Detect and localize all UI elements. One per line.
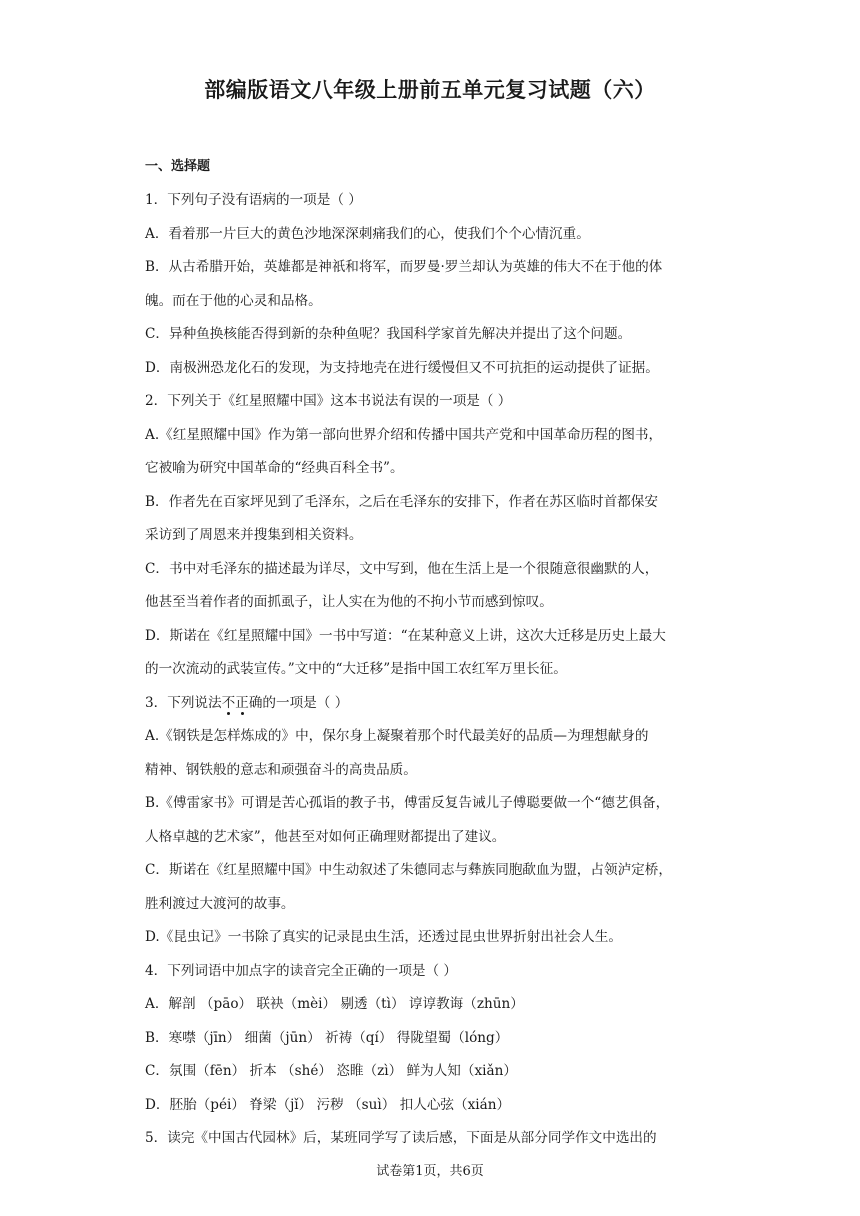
page-title: 部编版语文八年级上册前五单元复习试题（六） [204, 78, 656, 102]
option-line: 它被喻为研究中国革命的“经典百科全书”。 [145, 460, 404, 476]
question-stem: 5．读完《中国古代园林》后，某班同学写了读后感，下面是从部分同学作文中选出的 [145, 1130, 657, 1146]
option-line: 他甚至当着作者的面抓虱子，让人实在为他的不拘小节而感到惊叹。 [145, 594, 553, 610]
option-line: B．从古希腊开始，英雄都是神祇和将军，而罗曼·罗兰却认为英雄的伟大不在于他的体 [145, 259, 663, 275]
option-line: 胜利渡过大渡河的故事。 [145, 895, 295, 912]
option-line: D．胚胎（péi） 脊梁（jǐ） 污秽 （suì） 扣人心弦（xián） [145, 1096, 511, 1113]
emphasis-dot-char: 正 [235, 694, 249, 711]
option-line: C．书中对毛泽东的描述最为详尽，文中写到，他在生活上是一个很随意很幽默的人， [145, 560, 659, 577]
section-heading: 一、选择题 [145, 159, 211, 174]
option-line: C．斯诺在《红星照耀中国》中生动叙述了朱德同志与彝族同胞歃血为盟，占领泸定桥， [145, 862, 672, 878]
option-line: A.《钢铁是怎样炼成的》中，保尔身上凝聚着那个时代最美好的品质—为理想献身的 [145, 728, 649, 744]
option-line: 魄。而在于他的心灵和品格。 [145, 292, 322, 309]
option-line: D．斯诺在《红星照耀中国》一书中写道：“在某种意义上讲，这次大迁移是历史上最大 [145, 627, 666, 644]
question-stem: 4．下列词语中加点字的读音完全正确的一项是（ ） [145, 962, 458, 979]
option-line: 的一次流动的武装宣传。”文中的“大迁移”是指中国工农红军万里长征。 [145, 661, 567, 677]
question-stem: 2．下列关于《红星照耀中国》这本书说法有误的一项是（ ） [145, 393, 512, 409]
question-stem [145, 687, 717, 721]
question-1 [145, 184, 717, 385]
page-footer: 试卷第1页，共6页 [376, 1164, 484, 1179]
question-3 [145, 687, 717, 955]
option-line: B.《傅雷家书》可谓是苦心孤诣的教子书，傅雷反复告诫儿子傅聪要做一个“德艺俱备， [145, 795, 670, 811]
option-line: A．解剖 （pāo） 联袂（mèi） 剔透（tì） 谆谆教诲（zhūn） [145, 996, 524, 1012]
option-line: B．寒噤（jīn） 细菌（jūn） 祈祷（qí） 得陇望蜀（lóng） [145, 1029, 509, 1046]
option-line: A.《红星照耀中国》作为第一部向世界介绍和传播中国共产党和中国革命历程的图书， [145, 426, 663, 443]
emphasis-dot-char: 不 [221, 694, 236, 711]
question-5 [145, 1122, 717, 1156]
option-line: D.《昆虫记》一书除了真实的记录昆虫生活，还透过昆虫世界折射出社会人生。 [145, 929, 622, 945]
question-stem: 1．下列句子没有语病的一项是（ ） [145, 192, 362, 208]
option-line: B．作者先在百家坪见到了毛泽东，之后在毛泽东的安排下，作者在苏区临时首都保安 [145, 493, 658, 510]
option-line: 采访到了周恩来并搜集到相关资料。 [145, 527, 363, 543]
option-line: 人格卓越的艺术家”，他甚至对如何正确理财都提出了建议。 [145, 828, 506, 845]
option-line: A．看着那一片巨大的黄色沙地深深刺痛我们的心，使我们个个心情沉重。 [145, 225, 590, 242]
option-line: C．氛围（fēn） 折本 （shé） 恣睢（zì） 鲜为人知（xiǎn） [145, 1063, 517, 1079]
option-line: 精神、钢铁般的意志和顽强奋斗的高贵品质。 [145, 761, 417, 778]
stem-text: 确的一项是（ ） [248, 694, 349, 711]
question-4 [145, 955, 717, 1123]
stem-text: 3．下列说法 [145, 694, 222, 711]
question-2 [145, 385, 717, 687]
question-body [145, 154, 717, 1156]
option-line: D．南极洲恐龙化石的发现，为支持地壳在进行缓慢但又不可抗拒的运动提供了证据。 [145, 359, 659, 376]
option-line: C．异种鱼换核能否得到新的杂种鱼呢？我国科学家首先解决并提出了这个问题。 [145, 326, 632, 342]
